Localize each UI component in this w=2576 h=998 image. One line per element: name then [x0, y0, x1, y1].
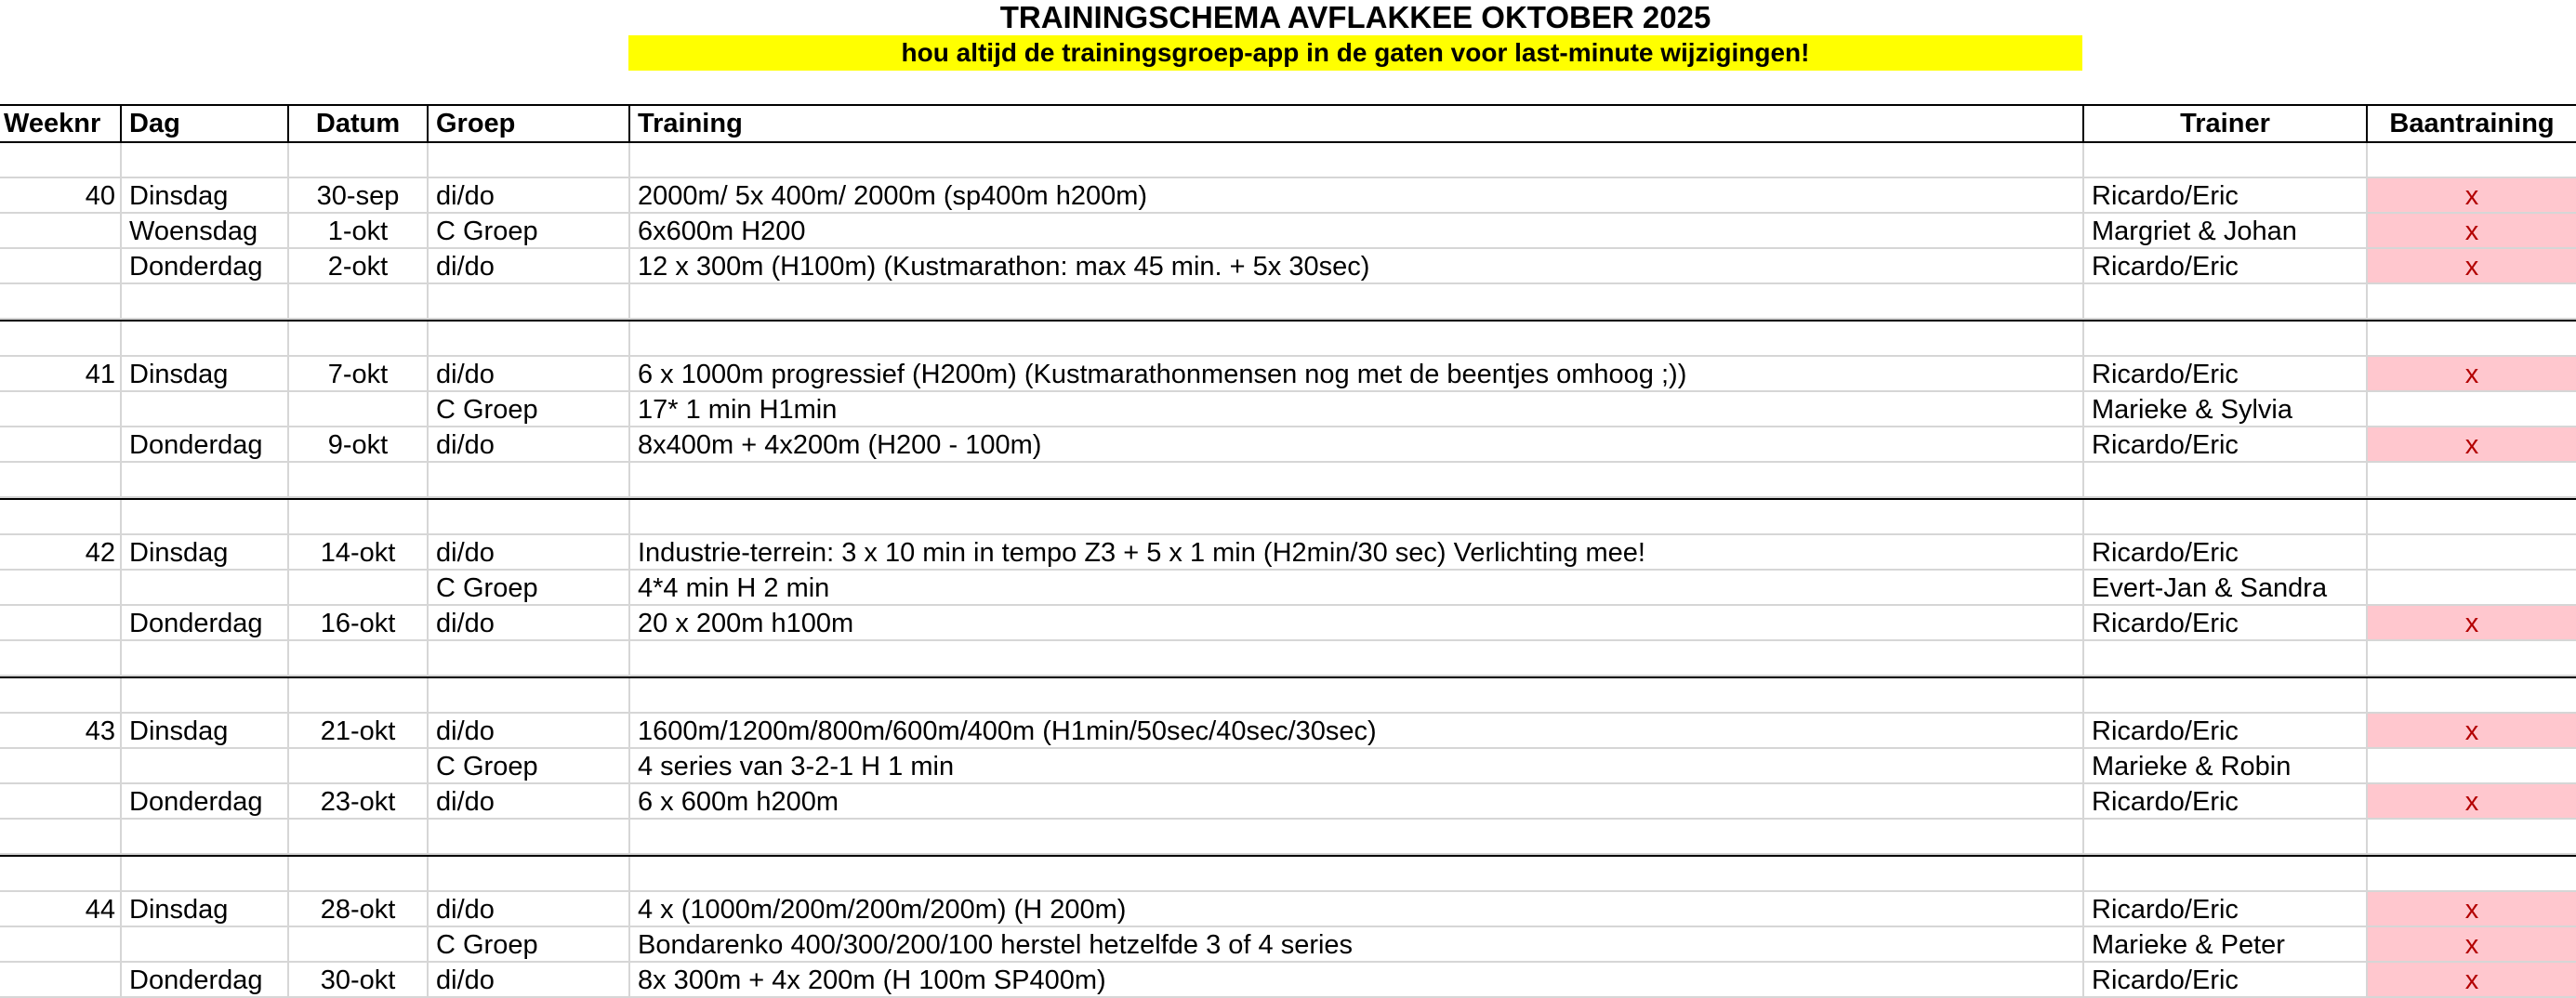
cell-weeknr: [0, 427, 120, 463]
cell-groep: C Groep: [427, 392, 628, 427]
cell-training: 4 series van 3-2-1 H 1 min: [628, 749, 2082, 784]
cell-baantraining: [2366, 143, 2576, 178]
cell-baantraining: x: [2366, 927, 2576, 963]
cell-trainer: Ricardo/Eric: [2082, 249, 2366, 284]
cell-weeknr: [0, 963, 120, 998]
cell-datum: [287, 463, 427, 498]
cell-dag: [120, 322, 287, 357]
cell-dag: Donderdag: [120, 963, 287, 998]
cell-baantraining: [2366, 571, 2576, 606]
cell-dag: [120, 500, 287, 535]
cell-training: 4 x (1000m/200m/200m/200m) (H 200m): [628, 892, 2082, 927]
cell-baantraining: x: [2366, 892, 2576, 927]
cell-groep: di/do: [427, 357, 628, 392]
cell-weeknr: [0, 214, 120, 249]
cell-groep: di/do: [427, 892, 628, 927]
cell-datum: [287, 820, 427, 855]
cell-groep: [427, 857, 628, 892]
cell-dag: [120, 571, 287, 606]
cell-baantraining: x: [2366, 214, 2576, 249]
cell-training: [628, 322, 2082, 357]
cell-trainer: Marieke & Robin: [2082, 749, 2366, 784]
table-row: [0, 322, 2576, 357]
cell-trainer: Ricardo/Eric: [2082, 892, 2366, 927]
cell-trainer: [2082, 678, 2366, 714]
cell-baantraining: x: [2366, 249, 2576, 284]
cell-groep: [427, 322, 628, 357]
cell-training: Industrie-terrein: 3 x 10 min in tempo Z3 + 5 x 1 min (H2min/30 sec) Verlichting mee!: [628, 535, 2082, 571]
table-header: [0, 104, 2576, 143]
cell-datum: [287, 322, 427, 357]
cell-groep: di/do: [427, 714, 628, 749]
cell-baantraining: [2366, 500, 2576, 535]
cell-trainer: Ricardo/Eric: [2082, 427, 2366, 463]
cell-dag: [120, 641, 287, 676]
cell-training: [628, 678, 2082, 714]
cell-trainer: Marieke & Peter: [2082, 927, 2366, 963]
cell-training: [628, 500, 2082, 535]
schedule-table: [0, 104, 2576, 998]
cell-trainer: [2082, 322, 2366, 357]
cell-datum: 2-okt: [287, 249, 427, 284]
cell-groep: [427, 820, 628, 855]
table-row: [0, 392, 2576, 427]
cell-trainer: Ricardo/Eric: [2082, 357, 2366, 392]
cell-training: [628, 284, 2082, 320]
table-row: [0, 857, 2576, 892]
cell-trainer: Ricardo/Eric: [2082, 535, 2366, 571]
table-row: [0, 963, 2576, 998]
cell-baantraining: [2366, 463, 2576, 498]
table-row: [0, 606, 2576, 641]
cell-training: 6x600m H200: [628, 214, 2082, 249]
cell-datum: [287, 927, 427, 963]
cell-baantraining: x: [2366, 357, 2576, 392]
cell-weeknr: [0, 927, 120, 963]
cell-dag: Woensdag: [120, 214, 287, 249]
cell-datum: [287, 749, 427, 784]
cell-groep: di/do: [427, 606, 628, 641]
cell-dag: Dinsdag: [120, 535, 287, 571]
cell-baantraining: x: [2366, 714, 2576, 749]
cell-weeknr: [0, 857, 120, 892]
cell-training: 8x400m + 4x200m (H200 - 100m): [628, 427, 2082, 463]
cell-baantraining: [2366, 322, 2576, 357]
cell-dag: Dinsdag: [120, 357, 287, 392]
header-training: Training: [628, 106, 2082, 141]
cell-training: [628, 857, 2082, 892]
cell-datum: [287, 500, 427, 535]
cell-datum: [287, 143, 427, 178]
cell-trainer: [2082, 857, 2366, 892]
cell-baantraining: x: [2366, 427, 2576, 463]
cell-dag: [120, 857, 287, 892]
cell-datum: 1-okt: [287, 214, 427, 249]
cell-weeknr: [0, 463, 120, 498]
cell-datum: 7-okt: [287, 357, 427, 392]
cell-baantraining: [2366, 749, 2576, 784]
table-row: [0, 678, 2576, 714]
cell-weeknr: [0, 678, 120, 714]
header-baantraining: Baantraining: [2366, 106, 2576, 141]
cell-trainer: [2082, 500, 2366, 535]
cell-weeknr: [0, 322, 120, 357]
header-weeknr: Weeknr: [4, 109, 101, 138]
cell-trainer: Ricardo/Eric: [2082, 963, 2366, 998]
cell-datum: 30-okt: [287, 963, 427, 998]
cell-dag: [120, 678, 287, 714]
table-row: [0, 714, 2576, 749]
header-datum: Datum: [287, 106, 427, 141]
cell-groep: C Groep: [427, 749, 628, 784]
cell-training: 6 x 600m h200m: [628, 784, 2082, 820]
cell-baantraining: [2366, 284, 2576, 320]
cell-groep: di/do: [427, 427, 628, 463]
cell-weeknr: 41: [0, 357, 120, 392]
cell-datum: [287, 678, 427, 714]
cell-groep: [427, 500, 628, 535]
cell-dag: [120, 749, 287, 784]
table-row: [0, 571, 2576, 606]
cell-weeknr: 42: [0, 535, 120, 571]
cell-baantraining: [2366, 857, 2576, 892]
cell-baantraining: [2366, 535, 2576, 571]
cell-trainer: [2082, 143, 2366, 178]
cell-trainer: [2082, 463, 2366, 498]
cell-weeknr: [0, 249, 120, 284]
cell-weeknr: [0, 784, 120, 820]
cell-datum: [287, 571, 427, 606]
table-row: [0, 535, 2576, 571]
cell-trainer: Ricardo/Eric: [2082, 178, 2366, 214]
cell-trainer: Ricardo/Eric: [2082, 714, 2366, 749]
cell-dag: Donderdag: [120, 427, 287, 463]
cell-trainer: [2082, 284, 2366, 320]
cell-weeknr: 43: [0, 714, 120, 749]
cell-training: [628, 641, 2082, 676]
cell-groep: [427, 641, 628, 676]
cell-weeknr: [0, 820, 120, 855]
cell-datum: 23-okt: [287, 784, 427, 820]
table-row: [0, 214, 2576, 249]
cell-baantraining: x: [2366, 606, 2576, 641]
cell-dag: [120, 284, 287, 320]
cell-weeknr: [0, 500, 120, 535]
cell-datum: [287, 641, 427, 676]
table-row: [0, 749, 2576, 784]
cell-weeknr: [0, 571, 120, 606]
cell-weeknr: [0, 143, 120, 178]
cell-training: 6 x 1000m progressief (H200m) (Kustmarathonmensen nog met de beentjes omhoog ;)): [628, 357, 2082, 392]
table-row: [0, 249, 2576, 284]
cell-dag: Donderdag: [120, 249, 287, 284]
table-row: [0, 178, 2576, 214]
table-row: [0, 820, 2576, 857]
cell-dag: [120, 463, 287, 498]
cell-dag: [120, 392, 287, 427]
cell-datum: 28-okt: [287, 892, 427, 927]
cell-training: Bondarenko 400/300/200/100 herstel hetzelfde 3 of 4 series: [628, 927, 2082, 963]
table-row: [0, 927, 2576, 963]
cell-weeknr: [0, 392, 120, 427]
cell-dag: Dinsdag: [120, 892, 287, 927]
cell-groep: [427, 463, 628, 498]
table-row: [0, 357, 2576, 392]
cell-weeknr: [0, 284, 120, 320]
cell-trainer: Marieke & Sylvia: [2082, 392, 2366, 427]
cell-datum: [287, 857, 427, 892]
cell-datum: 30-sep: [287, 178, 427, 214]
table-row: [0, 641, 2576, 678]
cell-training: 17* 1 min H1min: [628, 392, 2082, 427]
table-row: [0, 892, 2576, 927]
cell-datum: 21-okt: [287, 714, 427, 749]
cell-weeknr: [0, 749, 120, 784]
cell-datum: [287, 392, 427, 427]
header-trainer: Trainer: [2082, 106, 2366, 141]
cell-trainer: Ricardo/Eric: [2082, 606, 2366, 641]
table-row: [0, 500, 2576, 535]
cell-training: [628, 143, 2082, 178]
cell-groep: [427, 284, 628, 320]
cell-weeknr: [0, 606, 120, 641]
cell-training: [628, 463, 2082, 498]
cell-dag: Dinsdag: [120, 714, 287, 749]
cell-weeknr: 44: [0, 892, 120, 927]
cell-dag: [120, 143, 287, 178]
table-row: [0, 143, 2576, 178]
cell-trainer: [2082, 820, 2366, 855]
cell-dag: [120, 927, 287, 963]
cell-groep: [427, 143, 628, 178]
cell-trainer: [2082, 641, 2366, 676]
cell-trainer: Evert-Jan & Sandra: [2082, 571, 2366, 606]
cell-baantraining: x: [2366, 784, 2576, 820]
cell-training: [628, 820, 2082, 855]
cell-baantraining: [2366, 678, 2576, 714]
cell-groep: [427, 678, 628, 714]
cell-datum: 14-okt: [287, 535, 427, 571]
cell-trainer: Margriet & Johan: [2082, 214, 2366, 249]
cell-weeknr: 40: [0, 178, 120, 214]
cell-baantraining: [2366, 641, 2576, 676]
cell-baantraining: [2366, 820, 2576, 855]
cell-weeknr: [0, 641, 120, 676]
cell-groep: di/do: [427, 249, 628, 284]
cell-groep: C Groep: [427, 927, 628, 963]
table-row: [0, 427, 2576, 463]
cell-datum: [287, 284, 427, 320]
cell-groep: di/do: [427, 963, 628, 998]
cell-dag: Dinsdag: [120, 178, 287, 214]
cell-dag: Donderdag: [120, 784, 287, 820]
cell-training: 1600m/1200m/800m/600m/400m (H1min/50sec/40sec/30sec): [628, 714, 2082, 749]
table-row: [0, 463, 2576, 500]
cell-baantraining: [2366, 392, 2576, 427]
cell-groep: di/do: [427, 535, 628, 571]
page-title: TRAININGSCHEMA AVFLAKKEE OKTOBER 2025: [999, 0, 1711, 34]
cell-training: 8x 300m + 4x 200m (H 100m SP400m): [628, 963, 2082, 998]
cell-datum: 16-okt: [287, 606, 427, 641]
cell-groep: C Groep: [427, 571, 628, 606]
subtitle-banner: hou altijd de trainingsgroep-app in de gaten voor last-minute wijzigingen!: [628, 35, 2082, 71]
cell-groep: di/do: [427, 178, 628, 214]
table-row: [0, 284, 2576, 322]
cell-groep: C Groep: [427, 214, 628, 249]
cell-training: 4*4 min H 2 min: [628, 571, 2082, 606]
cell-baantraining: x: [2366, 963, 2576, 998]
cell-training: 12 x 300m (H100m) (Kustmarathon: max 45 min. + 5x 30sec): [628, 249, 2082, 284]
cell-datum: 9-okt: [287, 427, 427, 463]
cell-training: 20 x 200m h100m: [628, 606, 2082, 641]
header-groep: Groep: [427, 106, 628, 141]
cell-dag: [120, 820, 287, 855]
cell-groep: di/do: [427, 784, 628, 820]
cell-dag: Donderdag: [120, 606, 287, 641]
cell-training: 2000m/ 5x 400m/ 2000m (sp400m h200m): [628, 178, 2082, 214]
cell-baantraining: x: [2366, 178, 2576, 214]
cell-trainer: Ricardo/Eric: [2082, 784, 2366, 820]
table-row: [0, 784, 2576, 820]
table-body: [0, 143, 2576, 998]
header-dag: Dag: [120, 106, 287, 141]
